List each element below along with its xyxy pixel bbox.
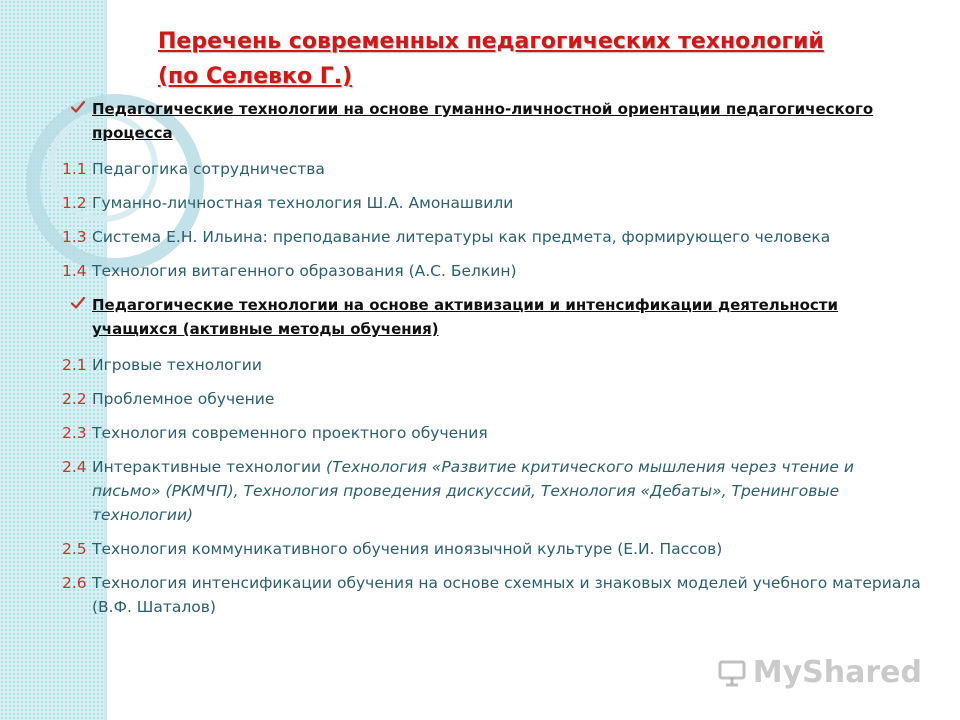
section-heading (62, 293, 922, 341)
item-text: Технология современного проектного обучения (92, 424, 488, 442)
item-text: Технология интенсификации обучения на основе схемных и знаковых моделей учебного материала (В.Ф. Шаталов) (92, 574, 921, 616)
list-item (62, 571, 922, 619)
list-item (62, 259, 922, 283)
watermark-text: MyShared (752, 655, 922, 690)
checkmark-icon (70, 295, 86, 311)
list-item (62, 157, 922, 181)
slideshow-icon (717, 658, 747, 688)
slide-title (158, 24, 938, 94)
item-number: 1.1 (62, 160, 87, 178)
item-number: 2.1 (62, 356, 87, 374)
checkmark-icon (70, 99, 86, 115)
item-text: Система Е.Н. Ильина: преподавание литературы как предмета, формирующего человека (92, 228, 831, 246)
item-number: 2.3 (62, 424, 87, 442)
list-item (62, 455, 922, 527)
item-text: Технология коммуникативного обучения иноязычной культуре (Е.И. Пассов) (92, 540, 723, 558)
list-item (62, 421, 922, 445)
list-item (62, 353, 922, 377)
watermark (717, 655, 922, 690)
section-heading-text: Педагогические технологии на основе гуманно-личностной ориентации педагогического процесса (92, 100, 874, 142)
item-number: 2.5 (62, 540, 87, 558)
slide-title-line-2: (по Селевко Г.) (158, 64, 353, 89)
item-text: Интерактивные технологии (92, 458, 322, 476)
item-number: 2.4 (62, 458, 87, 476)
item-text: Проблемное обучение (92, 390, 275, 408)
item-number: 2.2 (62, 390, 87, 408)
list-item (62, 387, 922, 411)
section-heading (62, 97, 922, 145)
item-text: Гуманно-личностная технология Ш.А. Амонашвили (92, 194, 514, 212)
slide-content (62, 97, 922, 629)
list-item (62, 191, 922, 215)
item-text: Педагогика сотрудничества (92, 160, 325, 178)
section-heading-text: Педагогические технологии на основе активизации и интенсификации деятельности учащихся (активные методы обучения) (92, 296, 838, 338)
item-number: 1.3 (62, 228, 87, 246)
item-text: Игровые технологии (92, 356, 262, 374)
list-item (62, 537, 922, 561)
item-note: (Технология «Развитие критического мышления через чтение и письмо» (РКМЧП), Технология проведения дискуссий, Технология «Дебаты», Тренинговые технологии) (92, 458, 854, 524)
item-text: Технология витагенного образования (А.С. Белкин) (92, 262, 517, 280)
slide-title-line-1: Перечень современных педагогических технологий (158, 29, 824, 54)
item-number: 1.2 (62, 194, 87, 212)
item-number: 2.6 (62, 574, 87, 592)
list-item (62, 225, 922, 249)
item-number: 1.4 (62, 262, 87, 280)
